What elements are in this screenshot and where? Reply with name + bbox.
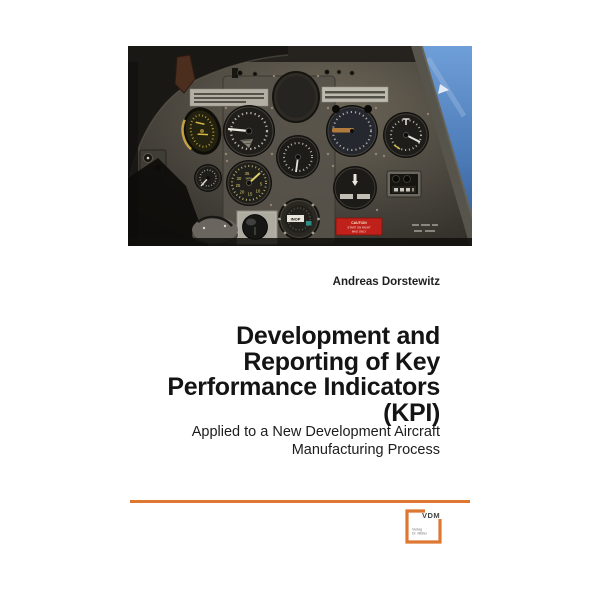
svg-text:10: 10 — [255, 188, 261, 194]
subtitle-line: Manufacturing Process — [291, 441, 440, 458]
author-name: Andreas Dorstewitz — [332, 276, 440, 288]
caution-line: CAUTION — [351, 221, 367, 225]
title-line: (KPI) — [383, 398, 440, 427]
svg-text:20: 20 — [239, 189, 245, 195]
counter-instrument — [387, 171, 421, 197]
small-gauge — [194, 164, 222, 192]
title-line: Reporting of Key — [243, 347, 440, 376]
svg-text:30: 30 — [236, 176, 242, 181]
blanked-instrument-hole — [273, 72, 319, 122]
caution-line: MAG ONLY — [351, 229, 367, 234]
book-title — [95, 324, 440, 426]
mph-gauge — [226, 160, 272, 206]
attitude-gauge — [326, 105, 378, 157]
turn-indicator-gauge — [333, 166, 377, 210]
title-line: Development and — [236, 322, 440, 350]
inop-gauge — [278, 198, 320, 240]
title-line: Performance Indicators — [167, 373, 440, 401]
accelerometer-gauge — [276, 135, 320, 179]
imprint-line: Verlag — [412, 527, 422, 532]
right-placard — [322, 87, 388, 102]
left-placard — [190, 89, 268, 106]
mph-label: MPH — [245, 176, 253, 181]
logo-text: VDM — [422, 511, 441, 520]
caution-line: START ON RIGHT — [347, 225, 371, 230]
svg-text:25: 25 — [235, 183, 241, 188]
svg-text:35: 35 — [244, 171, 250, 176]
imprint-line: Dr. Müller — [412, 531, 427, 536]
teal-indicator — [306, 221, 312, 226]
book-subtitle — [120, 424, 440, 459]
altimeter-gauge — [383, 112, 429, 158]
orange-divider — [130, 500, 470, 503]
subtitle-line: Applied to a New Development Aircraft — [191, 424, 440, 440]
svg-text:15: 15 — [247, 191, 253, 197]
cover-photo — [128, 46, 472, 246]
inop-label: INOP — [290, 216, 301, 222]
caution-placard — [336, 218, 382, 235]
vdm-publisher-logo — [404, 507, 448, 547]
svg-text:5: 5 — [259, 181, 263, 187]
airspeed-gauge — [223, 105, 275, 157]
